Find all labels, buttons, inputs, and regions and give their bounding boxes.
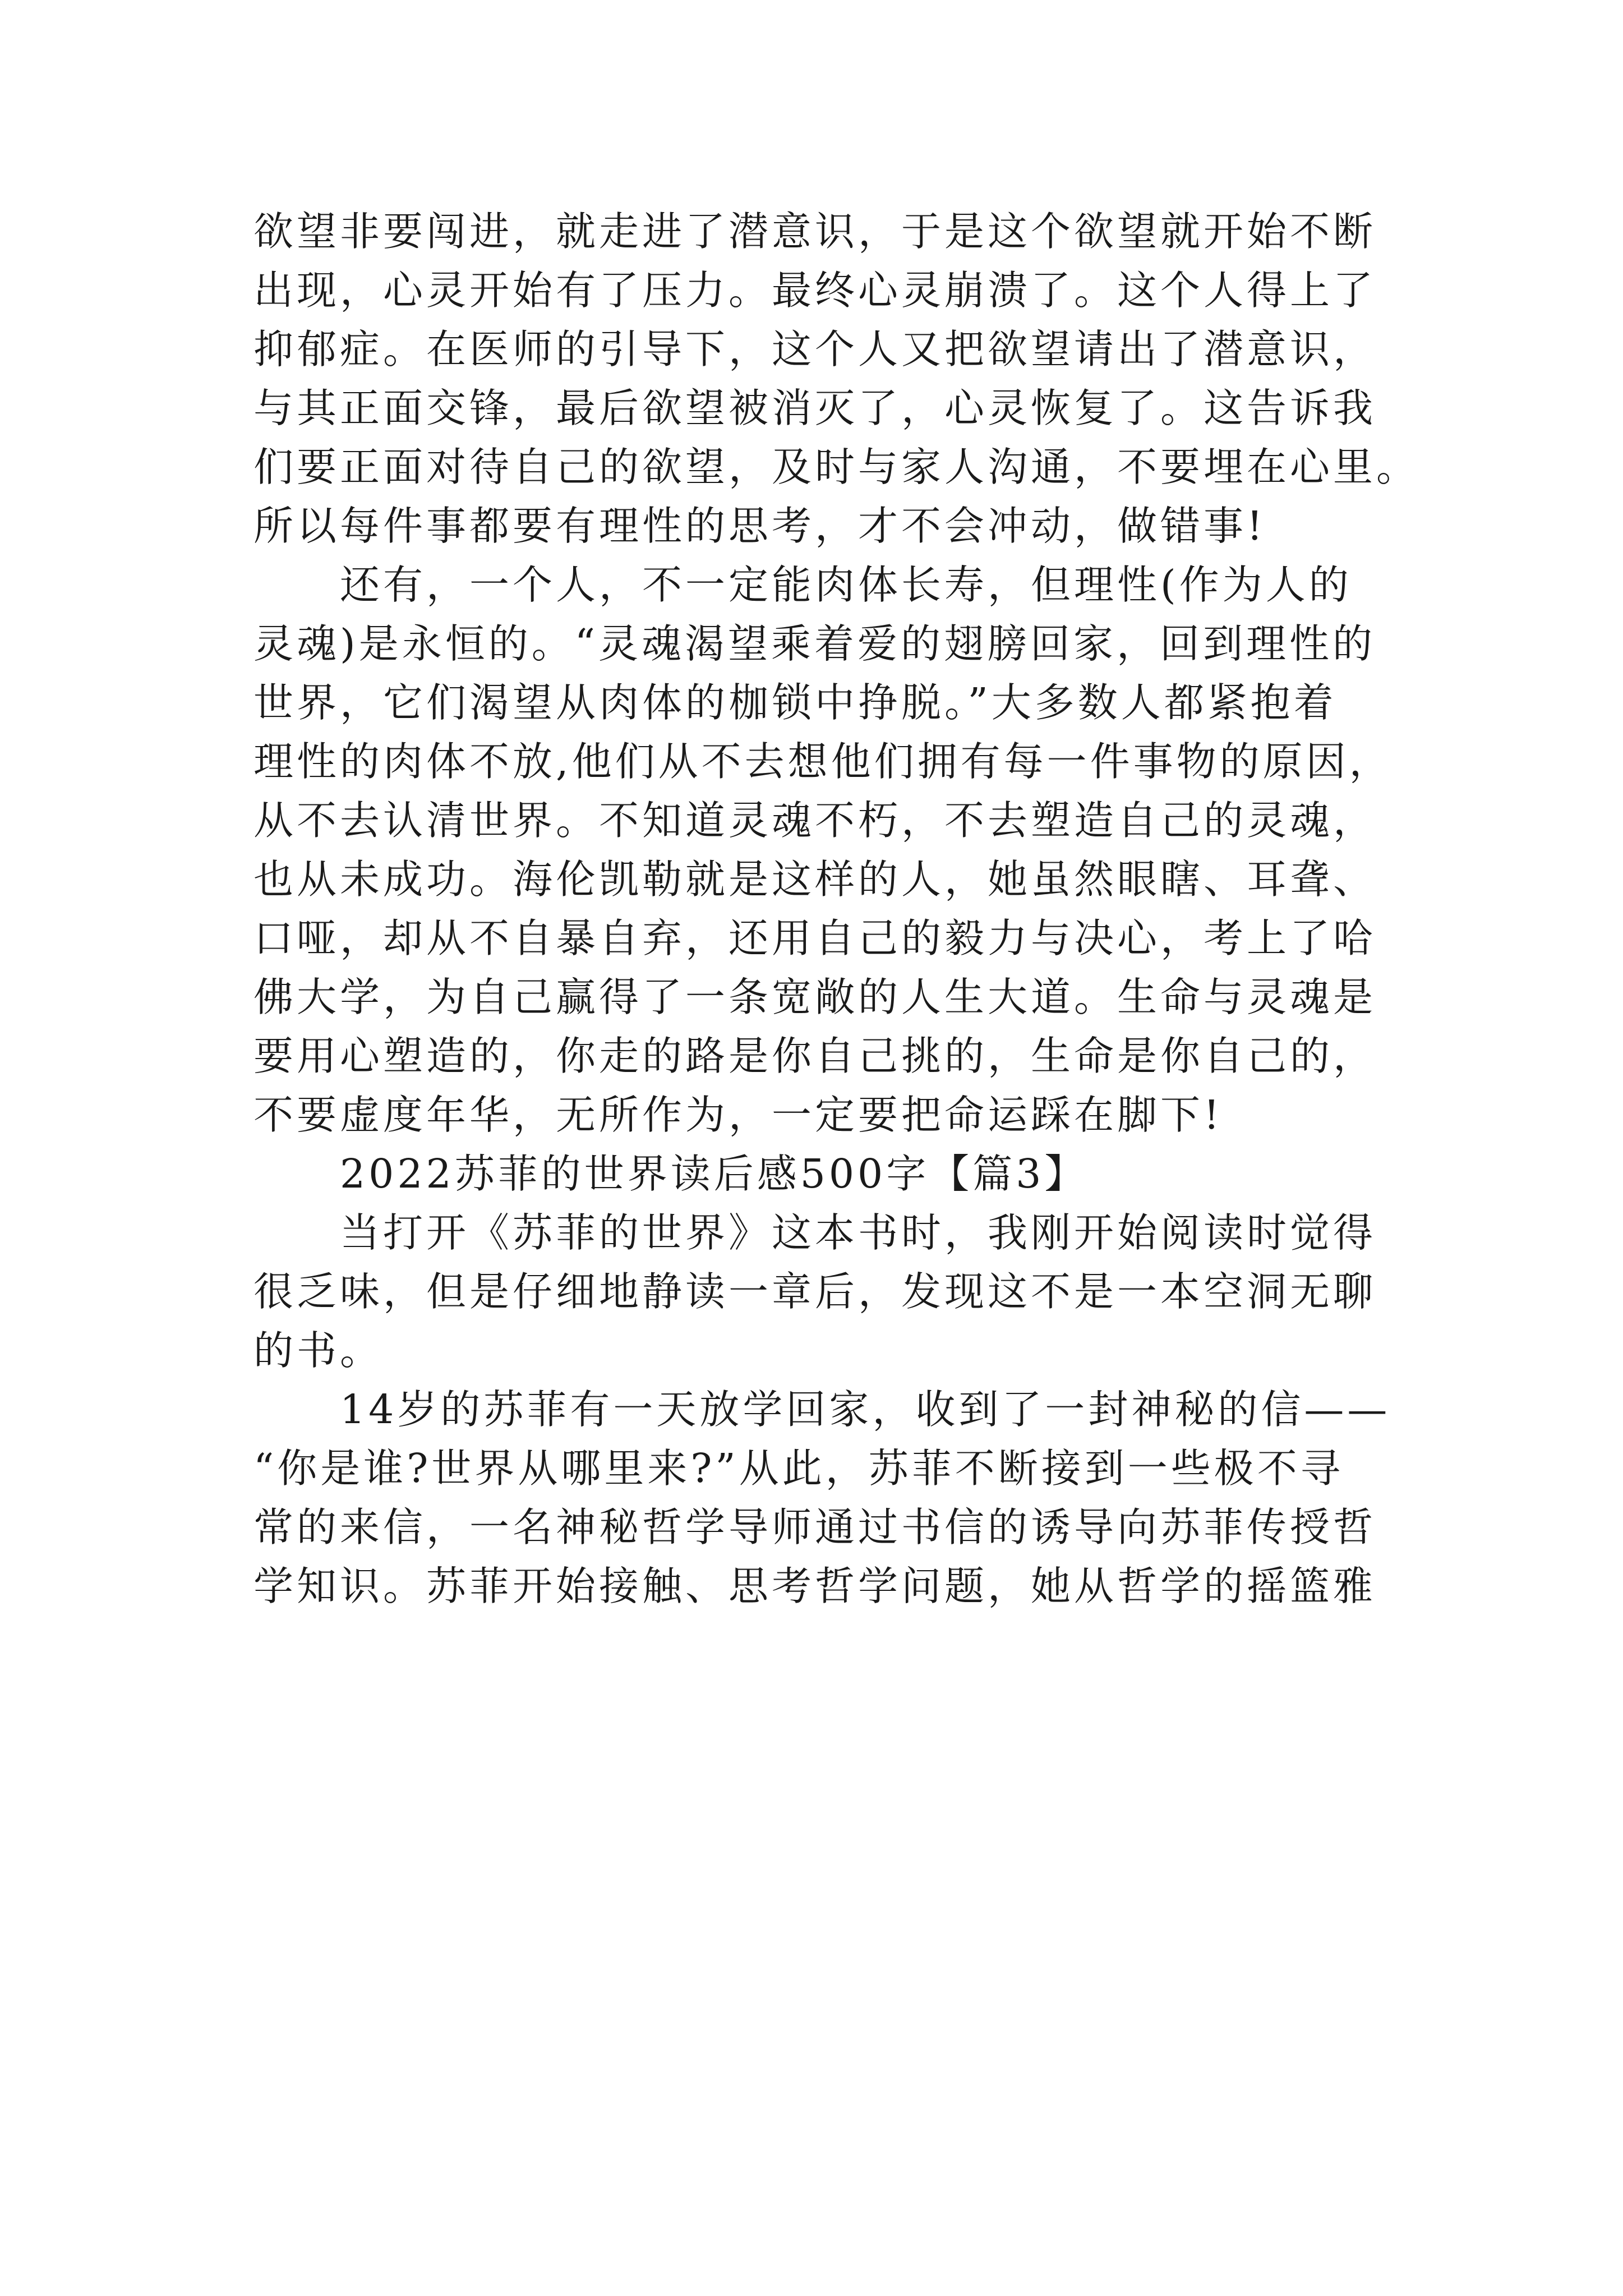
text-line: 当打开《苏菲的世界》这本书时，我刚开始阅读时觉得 — [253, 1209, 1377, 1256]
text-line: 灵魂)是永恒的。“灵魂渴望乘着爱的翅膀回家，回到理性的 — [253, 620, 1376, 667]
text-line: 佛大学，为自己赢得了一条宽敞的人生大道。生命与灵魂是 — [253, 974, 1377, 1020]
text-line: 所以每件事都要有理性的思考，才不会冲动，做错事! — [253, 503, 1266, 549]
text-line: 学知识。苏菲开始接触、思考哲学问题，她从哲学的摇篮雅 — [253, 1563, 1377, 1609]
text-line: 也从未成功。海伦凯勒就是这样的人，她虽然眼瞎、耳聋、 — [253, 856, 1377, 903]
text-line: 欲望非要闯进，就走进了潜意识，于是这个欲望就开始不断 — [253, 208, 1377, 255]
text-line: 14岁的苏菲有一天放学回家，收到了一封神秘的信—— — [253, 1386, 1391, 1433]
text-line: 不要虚度年华，无所作为，一定要把命运踩在脚下! — [253, 1092, 1223, 1138]
text-line: 们要正面对待自己的欲望，及时与家人沟通，不要埋在心里。 — [253, 444, 1420, 490]
text-line: 要用心塑造的，你走的路是你自己挑的，生命是你自己的， — [253, 1033, 1377, 1079]
text-line: 抑郁症。在医师的引导下，这个人又把欲望请出了潜意识， — [253, 326, 1377, 372]
text-line: 口哑，却从不自暴自弃，还用自己的毅力与决心，考上了哈 — [253, 915, 1377, 961]
text-line: 常的来信，一名神秘哲学导师通过书信的诱导向苏菲传授哲 — [253, 1504, 1377, 1550]
document-body — [253, 202, 1420, 1616]
text-line: 还有，一个人，不一定能肉体长寿，但理性(作为人的 — [253, 562, 1352, 608]
text-line: 出现，心灵开始有了压力。最终心灵崩溃了。这个人得上了 — [253, 267, 1377, 314]
section-heading: 2022苏菲的世界读后感500字【篇3】 — [253, 1151, 1088, 1197]
text-line: 理性的肉体不放,他们从不去想他们拥有每一件事物的原因， — [253, 738, 1393, 785]
text-line: 从不去认清世界。不知道灵魂不朽，不去塑造自己的灵魂， — [253, 797, 1377, 844]
text-line: 的书。 — [253, 1327, 384, 1374]
text-line: 与其正面交锋，最后欲望被消灭了，心灵恢复了。这告诉我 — [253, 385, 1377, 431]
text-line: 很乏味，但是仔细地静读一章后，发现这不是一本空洞无聊 — [253, 1268, 1377, 1315]
text-line: 世界，它们渴望从肉体的枷锁中挣脱。”大多数人都紧抱着 — [253, 679, 1337, 726]
text-line: “你是谁?世界从哪里来?”从此，苏菲不断接到一些极不寻 — [253, 1445, 1344, 1492]
